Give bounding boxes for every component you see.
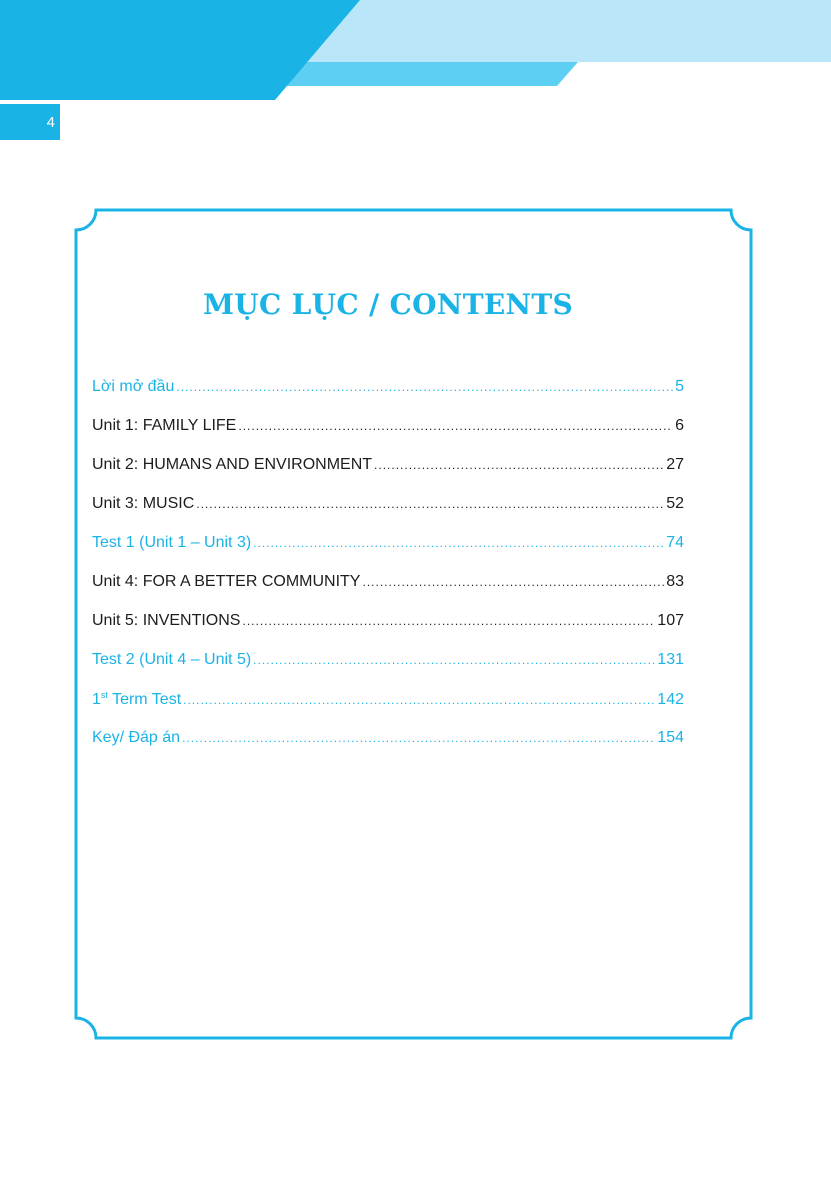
term-test-text: Term Test: [107, 691, 182, 708]
toc-entry-unit-1[interactable]: [92, 417, 684, 456]
toc-entry-label: Unit 1: FAMILY LIFE: [92, 417, 237, 434]
header-band-pale: [305, 0, 831, 62]
toc-entry-label: Test 2 (Unit 4 – Unit 5): [92, 651, 252, 668]
toc-entry-label: Unit 2: HUMANS AND ENVIRONMENT: [92, 456, 373, 473]
toc-entry-unit-5[interactable]: [92, 612, 684, 651]
dot-leader: [253, 653, 655, 667]
toc-entry-foreword[interactable]: [92, 378, 684, 417]
toc-entry-page: 83: [666, 573, 684, 590]
dot-leader: [238, 419, 673, 433]
header-band-light: [284, 62, 578, 86]
term-number: 1: [92, 691, 101, 708]
page-number: 4: [0, 104, 60, 140]
toc-entry-page: 107: [657, 612, 684, 629]
toc-entry-page: 27: [666, 456, 684, 473]
dot-leader: [374, 458, 664, 472]
toc-entry-page: 6: [675, 417, 684, 434]
toc-entry-unit-2[interactable]: [92, 456, 684, 495]
dot-leader: [242, 614, 655, 628]
toc-entry-page: 131: [657, 651, 684, 668]
toc-entry-page: 74: [666, 534, 684, 551]
dot-leader: [196, 497, 664, 511]
toc-entry-answer-key[interactable]: [92, 729, 684, 768]
toc-entry-label: Unit 4: FOR A BETTER COMMUNITY: [92, 573, 361, 590]
dot-leader: [182, 731, 655, 745]
toc-entry-label: Test 1 (Unit 1 – Unit 3): [92, 534, 252, 551]
toc-entry-test-2[interactable]: [92, 651, 684, 690]
toc-entry-unit-4[interactable]: [92, 573, 684, 612]
toc-entry-label: Lời mở đầu: [92, 378, 175, 395]
toc-entry-unit-3[interactable]: [92, 495, 684, 534]
table-of-contents: [92, 378, 684, 768]
toc-entry-label: Unit 5: INVENTIONS: [92, 612, 241, 629]
toc-entry-page: 142: [657, 691, 684, 708]
dot-leader: [362, 575, 664, 589]
dot-leader: [176, 380, 673, 394]
page-title: MỤC LỤC / CONTENTS: [202, 288, 574, 321]
toc-entry-first-term-test[interactable]: [92, 690, 684, 729]
toc-entry-page: 52: [666, 495, 684, 512]
toc-entry-page: 154: [657, 729, 684, 746]
toc-entry-label: Unit 3: MUSIC: [92, 495, 195, 512]
toc-entry-label: Key/ Đáp án: [92, 729, 181, 746]
toc-entry-label: [92, 690, 181, 709]
toc-entry-page: 5: [675, 378, 684, 395]
dot-leader: [183, 693, 655, 707]
dot-leader: [253, 536, 664, 550]
ordinal-suffix: st: [100, 690, 108, 700]
toc-entry-test-1[interactable]: [92, 534, 684, 573]
header-band: [0, 0, 831, 145]
